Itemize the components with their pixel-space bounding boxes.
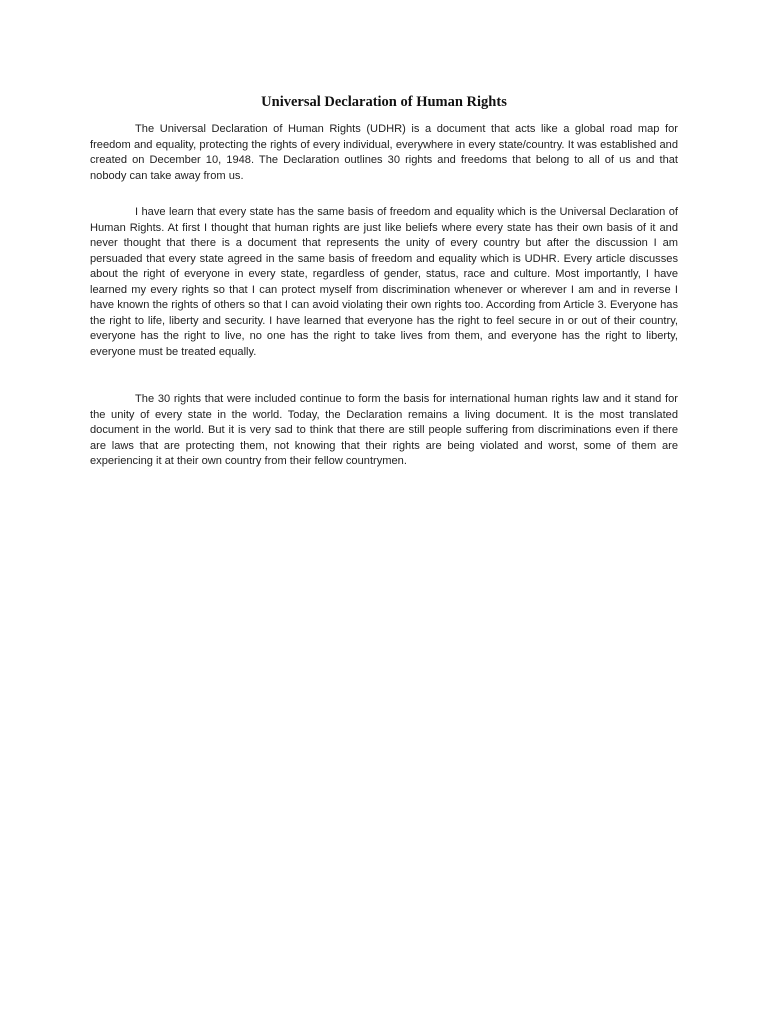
paragraph-conclusion: The 30 rights that were included continue to form the basis for international human rights law and it stand for the unity of every state in the world. Today, the Declaration remains a living document. It is the most translated document in the world. But it is very sad to think that there are still people suffering from discriminations even if there are laws that are protecting them, not knowing that their rights are being violated and worst, some of them are experiencing it at their own country from their fellow countrymen.	[90, 393, 678, 467]
paragraph-reflection: I have learn that every state has the same basis of freedom and equality which is the Universal Declaration of Human Rights. At first I thought that human rights are just like beliefs where every state has their own basis of it and never thought that there is a document that represents the unity of every country but after the discussion I am persuaded that every state agreed in the same basis of freedom and equality which is UDHR. Every article discusses about the right of everyone in every state, regardless of gender, status, race and culture. Most importantly, I have learned my every rights so that I can protect myself from discrimination whenever or wherever I am and in reverse I have known the rights of others so that I can avoid violating their own rights too. According from Article 3. Everyone has the right to life, liberty and security. I have learned that everyone has the right to feel secure in or out of their country, everyone has the right to live, no one has the right to take lives from them, and everyone has the right to liberty, everyone must be treated equally.	[90, 206, 678, 358]
paragraph-intro: The Universal Declaration of Human Rights (UDHR) is a document that acts like a global road map for freedom and equality, protecting the rights of every individual, everywhere in every state/country. It was established and created on December 10, 1948. The Declaration outlines 30 rights and freedoms that belong to all of us and that nobody can take away from us.	[90, 123, 678, 182]
document-title: Universal Declaration of Human Rights	[261, 94, 507, 110]
